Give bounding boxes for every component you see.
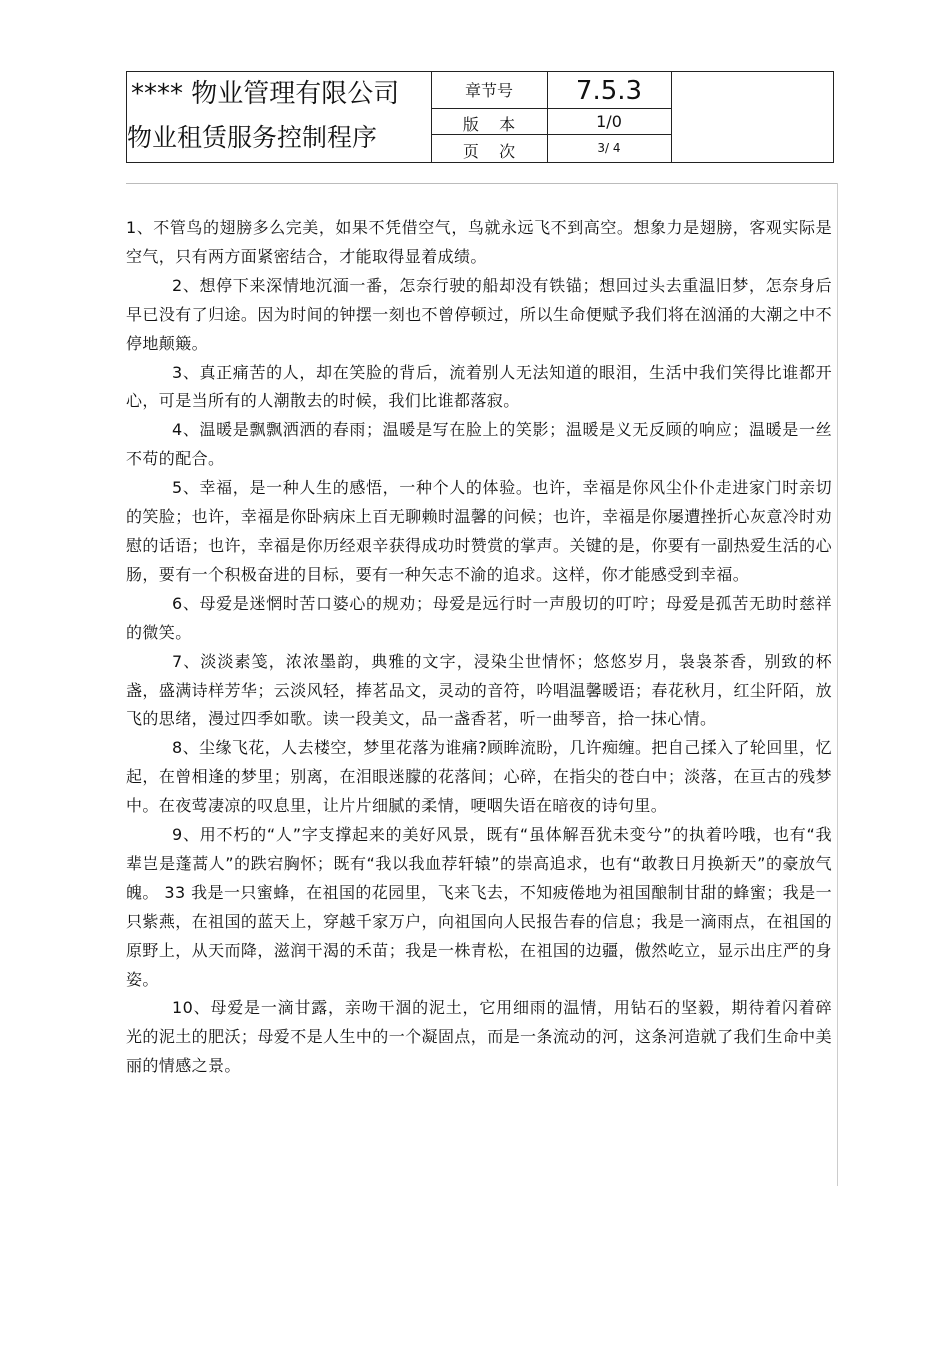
chapter-label: 章节号: [464, 81, 513, 100]
page-value: 3/ 4: [597, 141, 621, 155]
version-value: 1/0: [596, 112, 622, 131]
paragraph: 4、温暖是飘飘洒洒的春雨；温暖是写在脸上的笑影；温暖是义无反顾的响应；温暖是一丝不苟的配合。: [126, 420, 832, 469]
paragraph: 3、真正痛苦的人，却在笑脸的背后，流着别人无法知道的眼泪，生活中我们笑得比谁都开心，可是当所有的人潮散去的时候，我们比谁都落寂。: [126, 362, 832, 411]
header-divider: [671, 72, 672, 162]
page-label: 页 次: [462, 142, 516, 161]
header-divider: [431, 108, 671, 109]
paragraph: 5、幸福，是一种人生的感悟，一种个人的体验。也许，幸福是你风尘仆仆走进家门时亲切的笑脸；也许，幸福是你卧病床上百无聊赖时温馨的问候；也许，幸福是你屡遭挫折心灰意冷时劝慰的话语；也许，幸福是你历经艰辛获得成功时赞赏的掌声。关键的是，你要有一副热爱生活的心肠，要有一个积极奋进的目标，要有一种矢志不渝的追求。这样，你才能感受到幸福。: [126, 478, 832, 584]
document-header-table: [126, 71, 834, 163]
procedure-title: 物业租赁服务控制程序: [127, 123, 378, 152]
chapter-value: 7.5.3: [575, 76, 643, 106]
company-name: **** 物业管理有限公司: [131, 79, 400, 109]
version-label: 版 本: [462, 115, 516, 134]
header-separator-line: [126, 183, 838, 184]
paragraph: 9、用不朽的“人”字支撑起来的美好风景，既有“虽体解吾犹未变兮”的执着吟哦，也有“我辈岂是蓬蒿人”的跌宕胸怀；既有“我以我血荐轩辕”的崇高追求，也有“敢教日月换新天”的豪放气魄。 33 我是一只蜜蜂，在祖国的花园里，飞来飞去，不知疲倦地为祖国酿制甘甜的蜂蜜；我是一只紫燕，在祖国的蓝天上，穿越千家万户，向祖国向人民报告春的信息；我是一滴雨点，在祖国的原野上，从天而降，滋润干渴的禾苗；我是一株青松，在祖国的边疆，傲然屹立，显示出庄严的身姿。: [126, 825, 832, 989]
document-body: [126, 214, 832, 1081]
paragraph: 2、想停下来深情地沉湎一番，怎奈行驶的船却没有铁锚；想回过头去重温旧梦，怎奈身后早已没有了归途。因为时间的钟摆一刻也不曾停顿过，所以生命便赋予我们将在汹涌的大潮之中不停地颠簸。: [126, 275, 832, 353]
paragraph: 6、母爱是迷惘时苦口婆心的规劝；母爱是远行时一声殷切的叮咛；母爱是孤苦无助时慈祥的微笑。: [126, 593, 832, 642]
paragraph: 8、尘缘飞花，人去楼空，梦里花落为谁痛?顾眸流盼，几许痴缠。把自己揉入了轮回里，忆起，在曾相逢的梦里；别离，在泪眼迷朦的花落间；心碎，在指尖的苍白中；淡落，在亘古的残梦中。在夜莺凄凉的叹息里，让片片细腻的柔情，哽咽失语在暗夜的诗句里。: [126, 738, 832, 816]
paragraph: 10、母爱是一滴甘露，亲吻干涸的泥土，它用细雨的温情，用钻石的坚毅，期待着闪着碎光的泥土的肥沃；母爱不是人生中的一个凝固点，而是一条流动的河，这条河造就了我们生命中美丽的情感之景。: [126, 998, 832, 1076]
paragraph: 1、不管鸟的翅膀多么完美，如果不凭借空气，鸟就永远飞不到高空。想象力是翅膀，客观实际是空气，只有两方面紧密结合，才能取得显着成绩。: [126, 218, 832, 266]
page-right-border: [837, 183, 838, 1186]
paragraph: 7、淡淡素笺，浓浓墨韵，典雅的文字，浸染尘世情怀；悠悠岁月，袅袅茶香，别致的杯盏，盛满诗样芳华；云淡风轻，捧茗品文，灵动的音符，吟唱温馨暖语；春花秋月，红尘阡陌，放飞的思绪，漫过四季如歌。读一段美文，品一盏香茗，听一曲琴音，拾一抹心情。: [126, 651, 832, 729]
